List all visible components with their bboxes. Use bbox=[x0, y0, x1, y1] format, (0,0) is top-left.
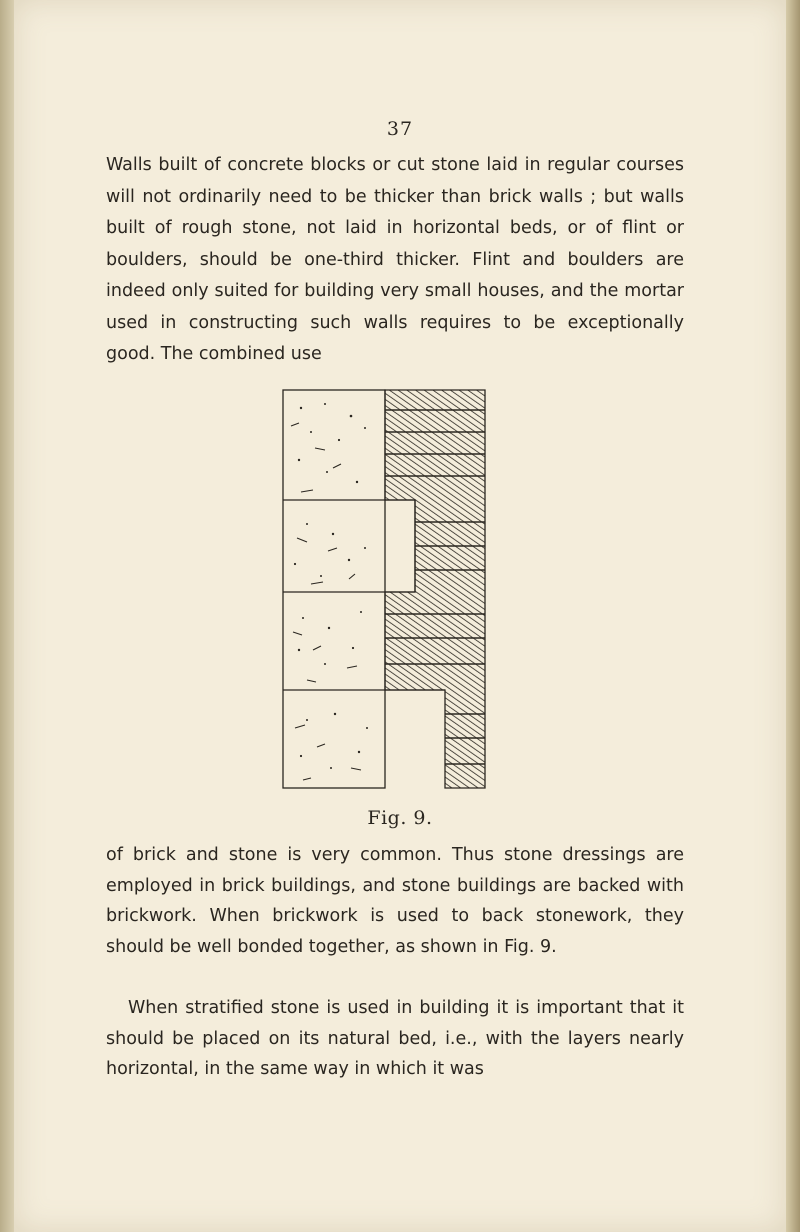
paragraph-brick-and-stone: of brick and stone is very common. Thus stone dressings are employed in brick buildings, and stone buildings are backed with brickwork. When brickwork is used to back stonework, they should be well bonded together, as shown in Fig. 9. bbox=[106, 845, 684, 957]
stone-facing bbox=[283, 390, 385, 788]
wall-bonding-diagram bbox=[281, 388, 487, 790]
paragraph-stratified-stone: When stratified stone is used in building it is important that it should be placed on its natural bed, i.e., with the layers nearly horizontal, in the same way in which it was bbox=[106, 998, 684, 1079]
paragraph-walls-thickness: Walls built of concrete blocks or cut stone laid in regular courses will not ordinarily need to be thicker than brick walls ; but walls built of rough stone, not laid in horizontal beds, or of flint or boulders, should be one-third thicker. Flint and boulders are indeed only suited for building very small houses, and the mortar used in constructing such walls requires to be exceptionally good. The combined use bbox=[106, 155, 684, 364]
page-edge-left bbox=[0, 0, 14, 1232]
figure-9-wall-section bbox=[281, 388, 487, 790]
page-edge-right bbox=[786, 0, 800, 1232]
figure-caption: Fig. 9. bbox=[367, 807, 433, 829]
brick-backing bbox=[385, 390, 485, 788]
book-page bbox=[14, 0, 786, 1232]
page-number: 37 bbox=[386, 118, 414, 140]
